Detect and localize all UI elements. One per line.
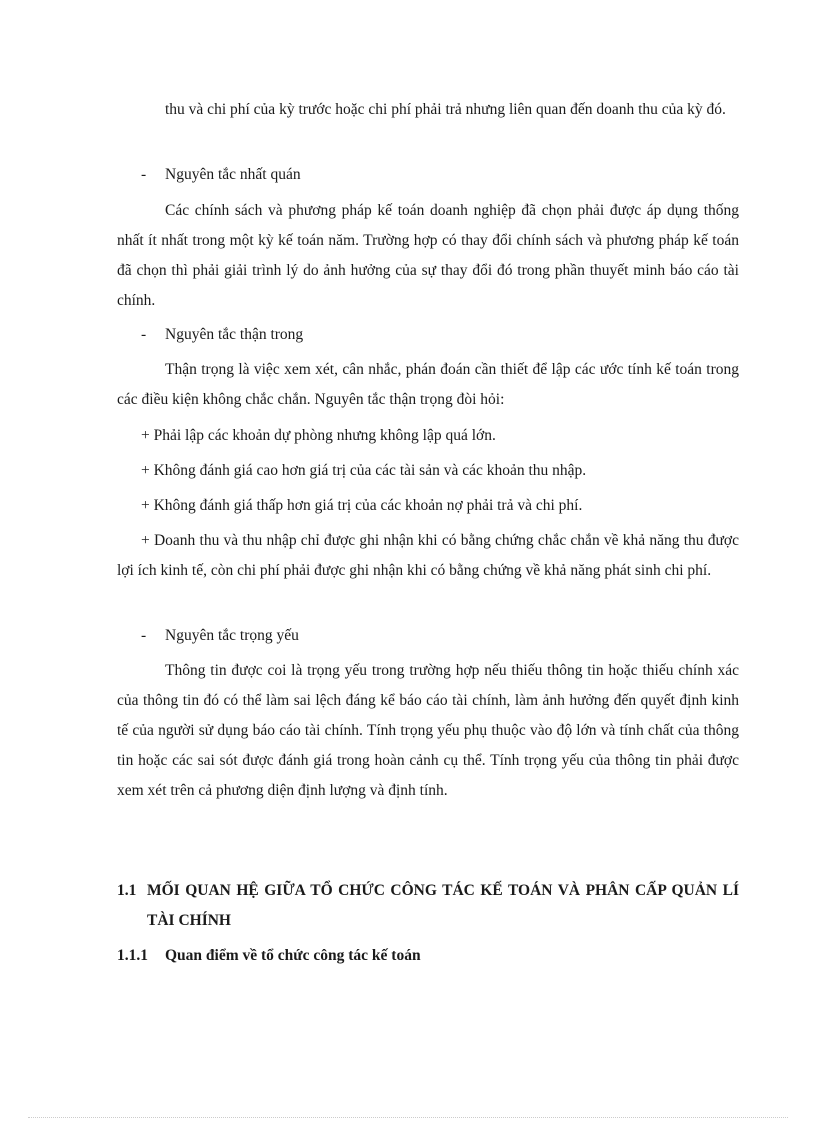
bullet-text: Nguyên tắc nhất quán — [165, 166, 301, 183]
bullet-dash: - — [141, 627, 147, 644]
list-item: + Không đánh giá thấp hơn giá trị của các khoản nợ phải trả và chi phí. — [141, 497, 583, 514]
section-title: MỐI QUAN HỆ GIỮA TỔ CHỨC CÔNG TÁC KẾ TOÁN VÀ PHÂN CẤP QUẢN LÍ TÀI CHÍNH — [147, 882, 739, 929]
bullet-dash: - — [141, 326, 147, 343]
paragraph-consistency — [117, 196, 739, 316]
prudence-requirements-list — [117, 421, 739, 586]
section-number: 1.1 — [117, 882, 137, 899]
paragraph-prudence — [117, 355, 739, 415]
paragraph-continuation — [117, 95, 739, 125]
bullet-text: Nguyên tắc trọng yếu — [165, 627, 299, 644]
page-bottom-rule — [28, 1117, 788, 1118]
paragraph-text: Thận trọng là việc xem xét, cân nhắc, phán đoán cần thiết để lập các ước tính kế toán trong các điều kiện không chắc chắn. Nguyên tắc thận trọng đòi hỏi: — [117, 361, 739, 408]
list-item: + Phải lập các khoản dự phòng nhưng không lập quá lớn. — [141, 427, 496, 444]
subsection-number: 1.1.1 — [117, 947, 148, 964]
bullet-dash: - — [141, 166, 147, 183]
list-item: + Không đánh giá cao hơn giá trị của các tài sản và các khoản thu nhập. — [141, 462, 587, 479]
subsection-heading — [117, 945, 421, 967]
bullet-text: Nguyên tắc thận trong — [165, 326, 304, 343]
section-heading — [117, 876, 739, 936]
subsection-title: Quan điểm về tổ chức công tác kế toán — [165, 947, 421, 964]
list-item: + Doanh thu và thu nhập chỉ được ghi nhận khi có bằng chứng chắc chắn về khả năng thu được lợi ích kinh tế, còn chi phí phải được ghi nhận khi có bằng chứng về khả năng phát sinh chi phí. — [117, 532, 739, 579]
paragraph-text: Thông tin được coi là trọng yếu trong trường hợp nếu thiếu thông tin hoặc thiếu chính xác của thông tin đó có thể làm sai lệch đáng kể báo cáo tài chính, làm ảnh hưởng đến quyết định kinh tế của người sử dụng báo cáo tài chính. Tính trọng yếu phụ thuộc vào độ lớn và tính chất của thông tin hoặc các sai sót được đánh giá trong hoàn cảnh cụ thể. Tính trọng yếu của thông tin phải được xem xét trên cả phương diện định lượng và định tính. — [117, 662, 739, 799]
paragraph-materiality — [117, 656, 739, 806]
paragraph-text: thu và chi phí của kỳ trước hoặc chi phí phải trả nhưng liên quan đến doanh thu của kỳ đó. — [165, 101, 726, 118]
paragraph-text: Các chính sách và phương pháp kế toán doanh nghiệp đã chọn phải được áp dụng thống nhất ít nhất trong một kỳ kế toán năm. Trường hợp có thay đổi chính sách và phương pháp kế toán đã chọn thì phải giải trình lý do ảnh hưởng của sự thay đổi đó trong phần thuyết minh báo cáo tài chính. — [117, 202, 739, 309]
